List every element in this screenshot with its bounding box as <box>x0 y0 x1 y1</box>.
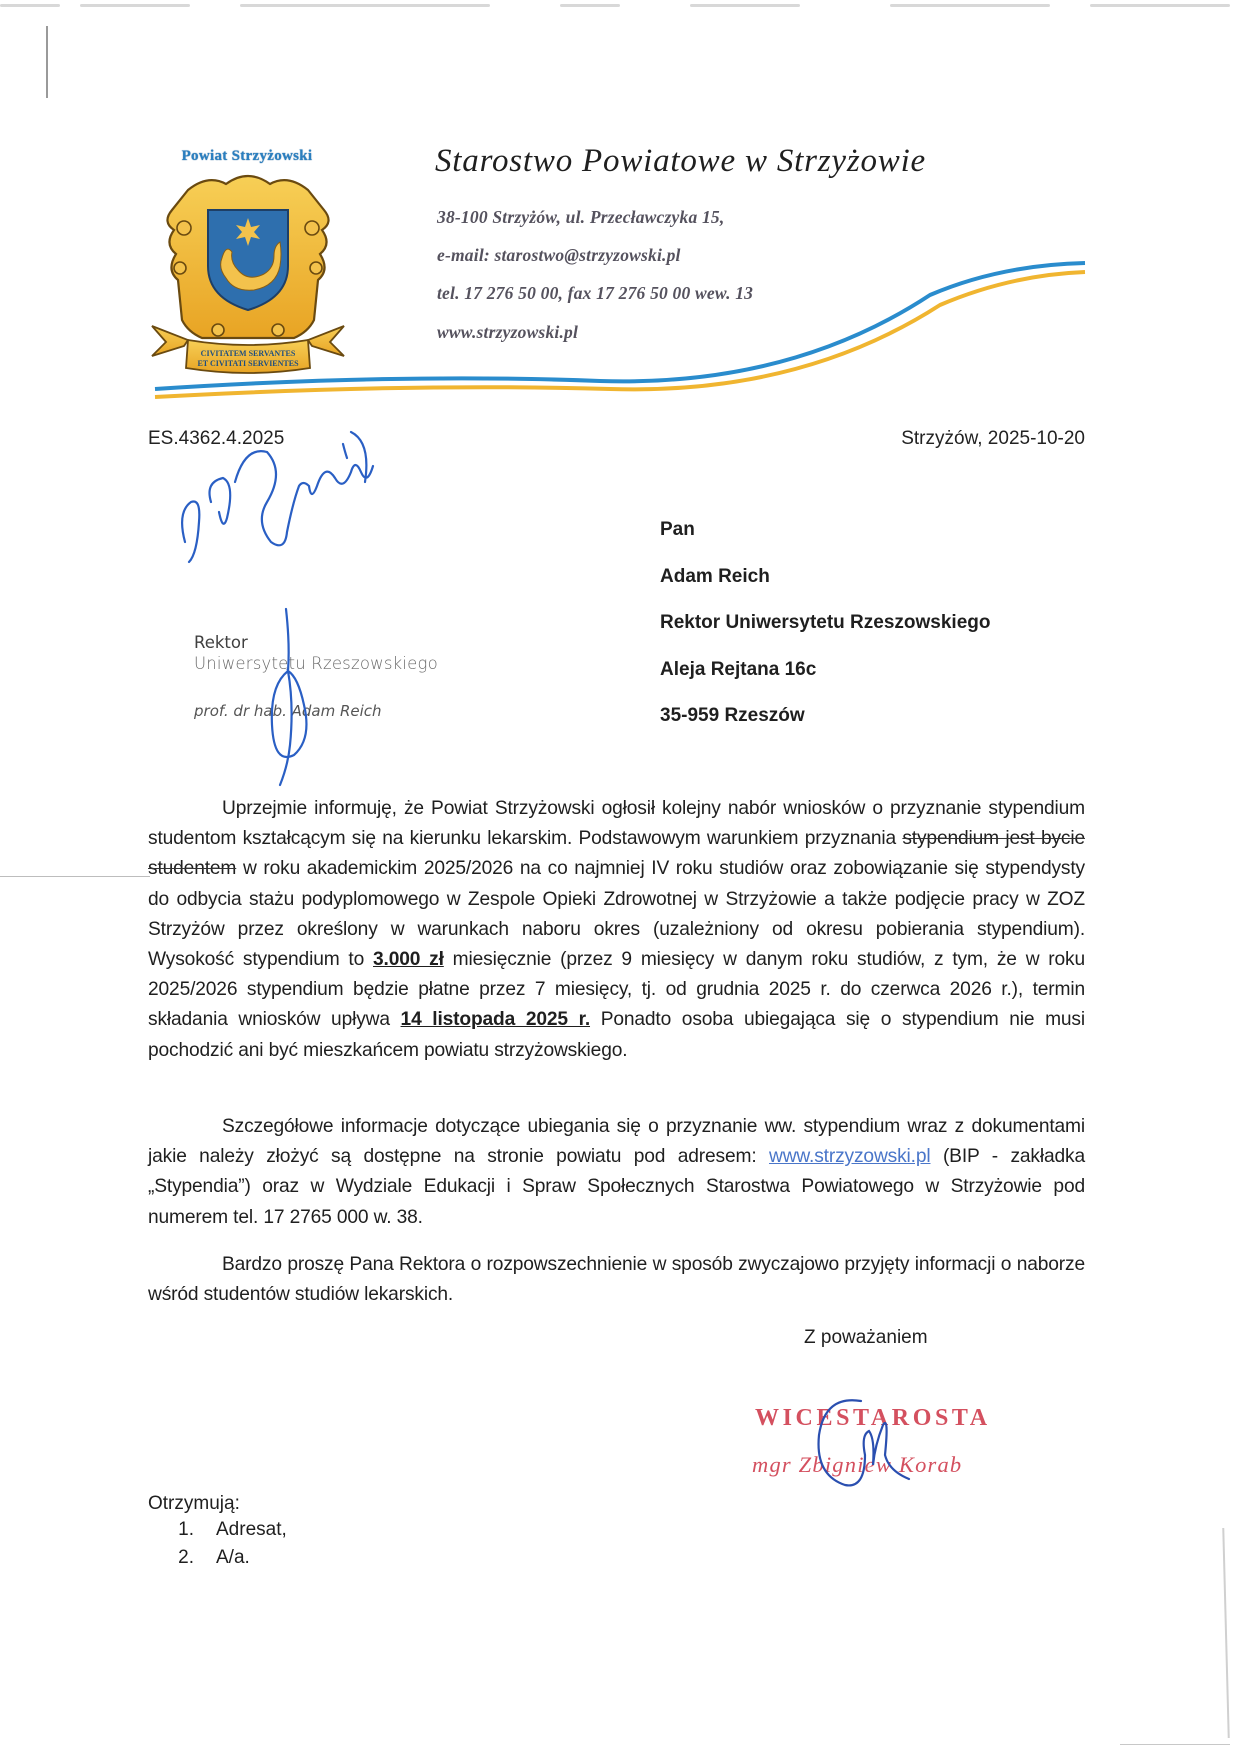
organization-name: Starostwo Powiatowe w Strzyżowie <box>435 143 926 179</box>
scan-line-artifact <box>0 876 150 877</box>
addressee-salutation: Pan <box>660 519 695 540</box>
svg-text:ET CIVITATI SERVIENTES: ET CIVITATI SERVIENTES <box>197 359 299 368</box>
recipient-item: 2. A/a. <box>178 1547 250 1568</box>
document-reference-number: ES.4362.4.2025 <box>148 428 285 449</box>
crest-title: Powiat Strzyżowski <box>181 148 313 164</box>
scholarship-amount: 3.000 zł <box>373 949 444 971</box>
place-and-date: Strzyżów, 2025-10-20 <box>901 428 1085 449</box>
body-paragraph-2: Szczegółowe informacje dotyczące ubiegania się o przyznanie ww. stypendium wraz z dokumentami jakie należy złożyć są dostępne na stronie powiatu pod adresem: www.strzyzowski.pl (BIP - zakładka „Stypendia”) oraz w Wydziale Edukacji i Spraw Społecznych Starostwa Powiatowego w Strzyżowie pod numerem tel. 17 2765 000 w. 38. <box>148 1116 1085 1228</box>
struck-text: stypendium jest bycie studentem <box>148 828 1085 880</box>
recipient-item: 1. Adresat, <box>178 1519 287 1540</box>
organization-phone: tel. 17 276 50 00, fax 17 276 50 00 wew. 13 <box>437 283 754 303</box>
stamp-line-title: Rektor <box>194 633 248 652</box>
letterhead-swoosh-decoration <box>150 255 1090 405</box>
recipients-list <box>148 1493 287 1575</box>
body-paragraph-1: Uprzejmie informuję, że Powiat Strzyżowski ogłosił kolejny nabór wniosków o przyznanie stypendium studentom kształcącym się na kierunku lekarskim. Podstawowym warunkiem przyznania stypendium jest bycie studentem w roku akademickim 2025/2026 na co najmniej IV roku studiów oraz zobowiązanie się stypendysty do odbycia stażu podyplomowego w Zespole Opieki Zdrowotnej w Strzyżowie a także podjęcie pracy w ZOZ Strzyżów przez określony w warunkach naboru okres (uzależniony od okresu pobierania stypendium). Wysokość stypendium to 3.000 zł miesięcznie (przez 9 miesięcy w danym roku studiów, z tym, że w roku 2025/2026 stypendium będzie płatne przez 7 miesięcy, tj. od grudnia 2025 r. do czerwca 2026 r.), termin składania wniosków upływa 14 listopada 2025 r. Ponadto osoba ubiegająca się o stypendium nie musi pochodzić ani być mieszkańcem powiatu strzyżowskiego. <box>148 798 1086 1061</box>
stamp-line-institution: Uniwersytetu Rzeszowskiego <box>194 654 438 673</box>
addressee-street: Aleja Rejtana 16c <box>660 658 817 680</box>
organization-address: 38-100 Strzyżów, ul. Przecławczyka 15, <box>437 207 725 227</box>
svg-text:CIVITATEM SERVANTES: CIVITATEM SERVANTES <box>200 349 296 358</box>
addressee-block <box>660 519 990 752</box>
scan-edge-artifact <box>1222 1528 1229 1738</box>
signatory-stamp <box>752 1405 991 1478</box>
application-deadline: 14 listopada 2025 r. <box>400 1009 591 1031</box>
signatory-title: WICESTAROSTA <box>755 1405 991 1431</box>
recipients-heading: Otrzymują: <box>148 1493 240 1514</box>
rector-stamp <box>194 633 438 720</box>
addressee-name: Adam Reich <box>660 565 770 587</box>
organization-email: e-mail: starostwo@strzyzowski.pl <box>437 245 681 265</box>
scan-edge-artifact <box>1120 1744 1230 1745</box>
body-paragraph-3: Bardzo proszę Pana Rektora o rozpowszechnienie w sposób zwyczajowo przyjęty informacji o naborze wśród studentów studiów lekarskich. <box>148 1254 1085 1306</box>
county-website-link[interactable]: www.strzyzowski.pl <box>769 1146 931 1168</box>
addressee-city: 35-959 Rzeszów <box>660 705 805 726</box>
scan-edge-artifact <box>0 4 1240 8</box>
binder-mark <box>46 26 48 98</box>
organization-website: www.strzyzowski.pl <box>437 322 579 342</box>
closing-phrase: Z poważaniem <box>804 1327 928 1348</box>
signatory-name: mgr Zbigniew Korab <box>752 1452 963 1477</box>
stamp-line-person: prof. dr hab. Adam Reich <box>194 702 382 720</box>
addressee-position: Rektor Uniwersytetu Rzeszowskiego <box>660 612 991 633</box>
